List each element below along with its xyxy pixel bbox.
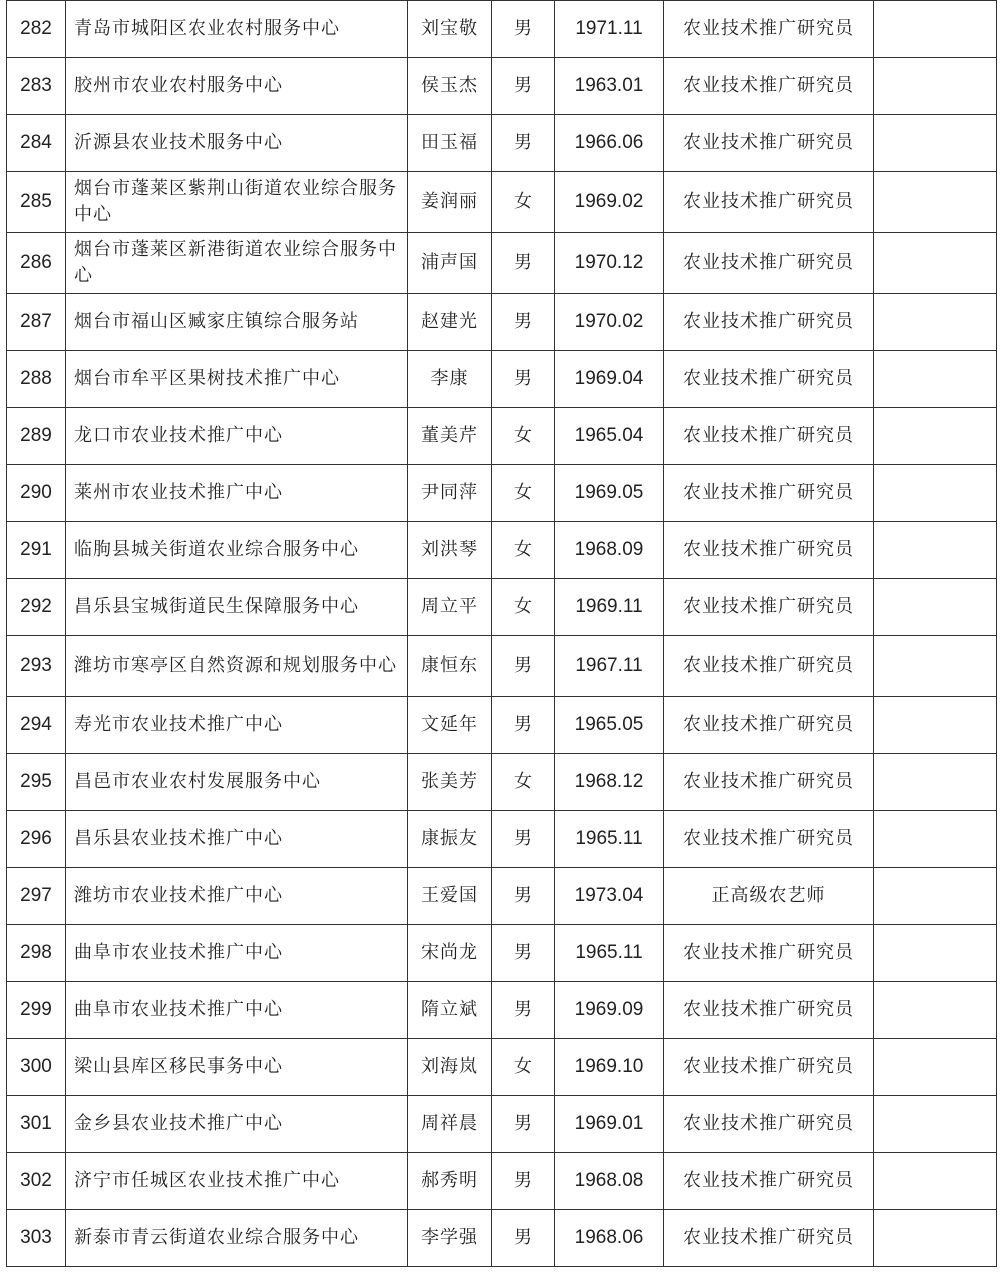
note-cell <box>874 58 997 115</box>
table-row <box>7 233 997 294</box>
row-number: 294 <box>7 697 66 754</box>
note-cell <box>874 636 997 697</box>
gender-cell: 女 <box>492 754 555 811</box>
table-row <box>7 522 997 579</box>
name-cell: 隋立斌 <box>408 982 492 1039</box>
unit-cell: 烟台市蓬莱区紫荆山街道农业综合服务中心 <box>66 172 408 233</box>
note-cell <box>874 1096 997 1153</box>
birth-date-cell: 1965.05 <box>555 697 664 754</box>
note-cell <box>874 1 997 58</box>
gender-cell: 男 <box>492 697 555 754</box>
name-cell: 李学强 <box>408 1210 492 1267</box>
unit-cell: 昌乐县宝城街道民生保障服务中心 <box>66 579 408 636</box>
name-cell: 张美芳 <box>408 754 492 811</box>
note-cell <box>874 233 997 294</box>
row-number: 292 <box>7 579 66 636</box>
note-cell <box>874 1210 997 1267</box>
gender-cell: 男 <box>492 1 555 58</box>
unit-cell: 昌邑市农业农村发展服务中心 <box>66 754 408 811</box>
gender-cell: 女 <box>492 522 555 579</box>
note-cell <box>874 408 997 465</box>
birth-date-cell: 1968.08 <box>555 1153 664 1210</box>
title-cell: 农业技术推广研究员 <box>664 579 874 636</box>
name-cell: 浦声国 <box>408 233 492 294</box>
name-cell: 郝秀明 <box>408 1153 492 1210</box>
name-cell: 周祥晨 <box>408 1096 492 1153</box>
gender-cell: 男 <box>492 233 555 294</box>
note-cell <box>874 925 997 982</box>
table-row <box>7 811 997 868</box>
unit-cell: 青岛市城阳区农业农村服务中心 <box>66 1 408 58</box>
note-cell <box>874 1039 997 1096</box>
unit-cell: 龙口市农业技术推广中心 <box>66 408 408 465</box>
note-cell <box>874 172 997 233</box>
row-number: 295 <box>7 754 66 811</box>
birth-date-cell: 1971.11 <box>555 1 664 58</box>
row-number: 287 <box>7 294 66 351</box>
note-cell <box>874 465 997 522</box>
table-row <box>7 579 997 636</box>
gender-cell: 女 <box>492 465 555 522</box>
table-row <box>7 408 997 465</box>
unit-cell: 寿光市农业技术推广中心 <box>66 697 408 754</box>
row-number: 288 <box>7 351 66 408</box>
unit-cell: 曲阜市农业技术推广中心 <box>66 925 408 982</box>
birth-date-cell: 1965.11 <box>555 925 664 982</box>
row-number: 290 <box>7 465 66 522</box>
unit-cell: 潍坊市农业技术推广中心 <box>66 868 408 925</box>
note-cell <box>874 697 997 754</box>
title-cell: 农业技术推广研究员 <box>664 408 874 465</box>
title-cell: 农业技术推广研究员 <box>664 465 874 522</box>
gender-cell: 男 <box>492 115 555 172</box>
title-cell: 农业技术推广研究员 <box>664 1210 874 1267</box>
table-row <box>7 115 997 172</box>
gender-cell: 男 <box>492 294 555 351</box>
unit-cell: 胶州市农业农村服务中心 <box>66 58 408 115</box>
birth-date-cell: 1968.12 <box>555 754 664 811</box>
title-cell: 农业技术推广研究员 <box>664 982 874 1039</box>
name-cell: 康恒东 <box>408 636 492 697</box>
row-number: 301 <box>7 1096 66 1153</box>
unit-cell: 曲阜市农业技术推广中心 <box>66 982 408 1039</box>
unit-cell: 新泰市青云街道农业综合服务中心 <box>66 1210 408 1267</box>
row-number: 299 <box>7 982 66 1039</box>
name-cell: 尹同萍 <box>408 465 492 522</box>
name-cell: 李康 <box>408 351 492 408</box>
row-number: 289 <box>7 408 66 465</box>
unit-cell: 烟台市蓬莱区新港街道农业综合服务中心 <box>66 233 408 294</box>
birth-date-cell: 1969.09 <box>555 982 664 1039</box>
table-body <box>7 1 997 1267</box>
table-row <box>7 697 997 754</box>
note-cell <box>874 1153 997 1210</box>
note-cell <box>874 294 997 351</box>
note-cell <box>874 522 997 579</box>
row-number: 303 <box>7 1210 66 1267</box>
title-cell: 农业技术推广研究员 <box>664 172 874 233</box>
note-cell <box>874 115 997 172</box>
row-number: 297 <box>7 868 66 925</box>
birth-date-cell: 1969.05 <box>555 465 664 522</box>
gender-cell: 男 <box>492 58 555 115</box>
gender-cell: 男 <box>492 925 555 982</box>
unit-cell: 临朐县城关街道农业综合服务中心 <box>66 522 408 579</box>
birth-date-cell: 1963.01 <box>555 58 664 115</box>
name-cell: 周立平 <box>408 579 492 636</box>
title-cell: 农业技术推广研究员 <box>664 294 874 351</box>
table-row <box>7 1096 997 1153</box>
note-cell <box>874 982 997 1039</box>
row-number: 302 <box>7 1153 66 1210</box>
unit-cell: 沂源县农业技术服务中心 <box>66 115 408 172</box>
roster-table <box>6 0 997 1267</box>
note-cell <box>874 579 997 636</box>
table-row <box>7 868 997 925</box>
table-row <box>7 294 997 351</box>
birth-date-cell: 1969.04 <box>555 351 664 408</box>
table-row <box>7 58 997 115</box>
title-cell: 农业技术推广研究员 <box>664 233 874 294</box>
name-cell: 刘宝敬 <box>408 1 492 58</box>
unit-cell: 金乡县农业技术推广中心 <box>66 1096 408 1153</box>
table-row <box>7 1 997 58</box>
table-row <box>7 636 997 697</box>
birth-date-cell: 1965.11 <box>555 811 664 868</box>
row-number: 285 <box>7 172 66 233</box>
birth-date-cell: 1969.01 <box>555 1096 664 1153</box>
title-cell: 农业技术推广研究员 <box>664 1096 874 1153</box>
title-cell: 农业技术推广研究员 <box>664 925 874 982</box>
note-cell <box>874 868 997 925</box>
gender-cell: 男 <box>492 982 555 1039</box>
name-cell: 董美芹 <box>408 408 492 465</box>
row-number: 291 <box>7 522 66 579</box>
row-number: 298 <box>7 925 66 982</box>
birth-date-cell: 1966.06 <box>555 115 664 172</box>
birth-date-cell: 1968.06 <box>555 1210 664 1267</box>
title-cell: 农业技术推广研究员 <box>664 754 874 811</box>
title-cell: 农业技术推广研究员 <box>664 697 874 754</box>
gender-cell: 女 <box>492 408 555 465</box>
name-cell: 文延年 <box>408 697 492 754</box>
birth-date-cell: 1969.11 <box>555 579 664 636</box>
row-number: 284 <box>7 115 66 172</box>
table-row <box>7 982 997 1039</box>
title-cell: 农业技术推广研究员 <box>664 1153 874 1210</box>
gender-cell: 男 <box>492 1096 555 1153</box>
unit-cell: 烟台市福山区臧家庄镇综合服务站 <box>66 294 408 351</box>
row-number: 300 <box>7 1039 66 1096</box>
name-cell: 姜润丽 <box>408 172 492 233</box>
table-row <box>7 754 997 811</box>
name-cell: 赵建光 <box>408 294 492 351</box>
row-number: 286 <box>7 233 66 294</box>
row-number: 296 <box>7 811 66 868</box>
title-cell: 农业技术推广研究员 <box>664 1039 874 1096</box>
gender-cell: 女 <box>492 579 555 636</box>
gender-cell: 男 <box>492 636 555 697</box>
table-row <box>7 351 997 408</box>
name-cell: 王爱国 <box>408 868 492 925</box>
birth-date-cell: 1969.10 <box>555 1039 664 1096</box>
table-row <box>7 172 997 233</box>
birth-date-cell: 1965.04 <box>555 408 664 465</box>
note-cell <box>874 754 997 811</box>
unit-cell: 昌乐县农业技术推广中心 <box>66 811 408 868</box>
birth-date-cell: 1973.04 <box>555 868 664 925</box>
title-cell: 农业技术推广研究员 <box>664 811 874 868</box>
gender-cell: 男 <box>492 811 555 868</box>
note-cell <box>874 811 997 868</box>
name-cell: 刘洪琴 <box>408 522 492 579</box>
gender-cell: 男 <box>492 868 555 925</box>
unit-cell: 莱州市农业技术推广中心 <box>66 465 408 522</box>
table-row <box>7 465 997 522</box>
unit-cell: 潍坊市寒亭区自然资源和规划服务中心 <box>66 636 408 697</box>
table-row <box>7 1153 997 1210</box>
table-row <box>7 1210 997 1267</box>
title-cell: 农业技术推广研究员 <box>664 58 874 115</box>
birth-date-cell: 1970.02 <box>555 294 664 351</box>
note-cell <box>874 351 997 408</box>
row-number: 282 <box>7 1 66 58</box>
unit-cell: 济宁市任城区农业技术推广中心 <box>66 1153 408 1210</box>
row-number: 293 <box>7 636 66 697</box>
name-cell: 田玉福 <box>408 115 492 172</box>
unit-cell: 梁山县库区移民事务中心 <box>66 1039 408 1096</box>
birth-date-cell: 1968.09 <box>555 522 664 579</box>
gender-cell: 男 <box>492 351 555 408</box>
gender-cell: 女 <box>492 172 555 233</box>
gender-cell: 男 <box>492 1153 555 1210</box>
birth-date-cell: 1967.11 <box>555 636 664 697</box>
title-cell: 农业技术推广研究员 <box>664 1 874 58</box>
name-cell: 刘海岚 <box>408 1039 492 1096</box>
gender-cell: 女 <box>492 1039 555 1096</box>
title-cell: 农业技术推广研究员 <box>664 115 874 172</box>
table-row <box>7 925 997 982</box>
name-cell: 宋尚龙 <box>408 925 492 982</box>
gender-cell: 男 <box>492 1210 555 1267</box>
birth-date-cell: 1969.02 <box>555 172 664 233</box>
title-cell: 正高级农艺师 <box>664 868 874 925</box>
birth-date-cell: 1970.12 <box>555 233 664 294</box>
unit-cell: 烟台市牟平区果树技术推广中心 <box>66 351 408 408</box>
title-cell: 农业技术推广研究员 <box>664 522 874 579</box>
name-cell: 侯玉杰 <box>408 58 492 115</box>
title-cell: 农业技术推广研究员 <box>664 636 874 697</box>
table-row <box>7 1039 997 1096</box>
title-cell: 农业技术推广研究员 <box>664 351 874 408</box>
name-cell: 康振友 <box>408 811 492 868</box>
row-number: 283 <box>7 58 66 115</box>
